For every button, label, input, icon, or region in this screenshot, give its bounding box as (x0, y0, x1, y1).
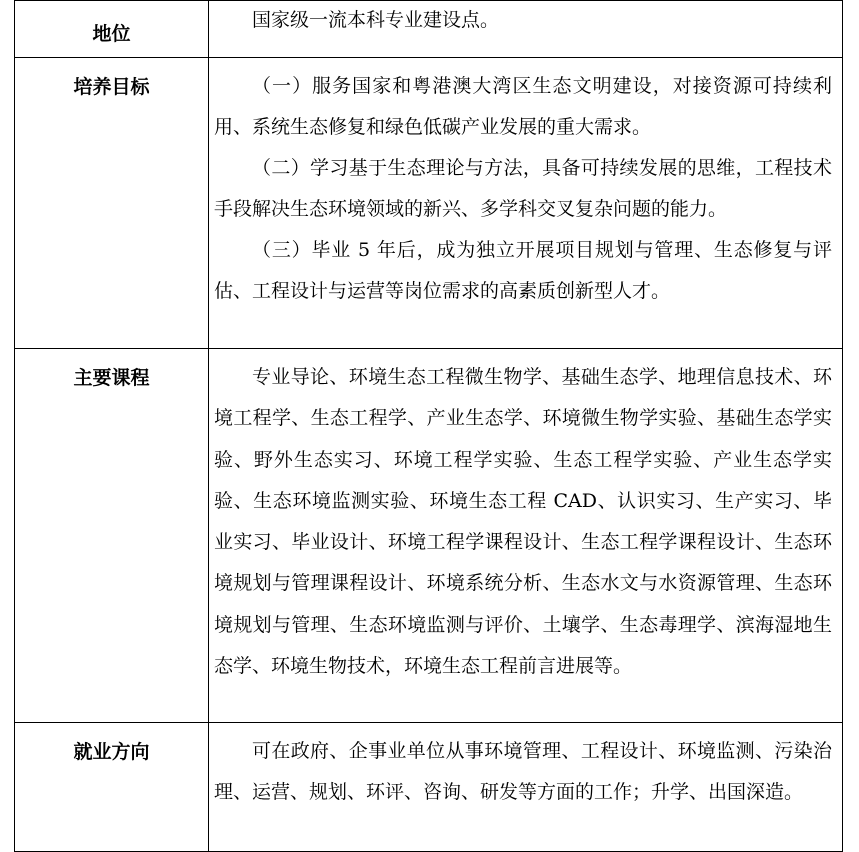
table-row-goals (15, 58, 843, 349)
row-label-goals: 培养目标 (73, 76, 150, 98)
row-label-position: 地位 (92, 23, 131, 45)
content-cell-goals (209, 58, 843, 349)
row-label-career: 就业方向 (73, 741, 150, 763)
content-cell-career (209, 723, 843, 852)
label-cell-position (15, 1, 209, 58)
row-label-courses: 主要课程 (73, 367, 150, 389)
courses-text: 专业导论、环境生态工程微生物学、基础生态学、地理信息技术、环境工程学、生态工程学、产业生态学、环境微生物学实验、基础生态学实验、野外生态实习、环境工程学实验、生态工程学实验、产业生态学实验、生态环境监测实验、环境生态工程 CAD、认识实习、生产实习、毕业实习、毕业设计、环境工程学课程设计、生态工程学课程设计、生态环境规划与管理课程设计、环境系统分析、生态水文与水资源管理、生态环境规划与管理、生态环境监测与评价、土壤学、生态毒理学、滨海湿地生态学、环境生物技术，环境生态工程前言进展等。 (214, 366, 832, 678)
goal-paragraph-2: （二）学习基于生态理论与方法，具备可持续发展的思维，工程技术手段解决生态环境领域的新兴、多学科交叉复杂问题的能力。 (214, 157, 832, 220)
table-row-career (15, 723, 843, 852)
table-row-position (15, 1, 843, 58)
content-cell-courses (209, 349, 843, 723)
label-cell-courses (15, 349, 209, 723)
goal-paragraph-1: （一）服务国家和粤港澳大湾区生态文明建设，对接资源可持续利用、系统生态修复和绿色低碳产业发展的重大需求。 (214, 75, 832, 138)
label-cell-goals (15, 58, 209, 349)
position-text: 国家级一流本科专业建设点。 (252, 9, 500, 31)
content-cell-position (209, 1, 843, 58)
goal-paragraph-3: （三）毕业 5 年后，成为独立开展项目规划与管理、生态修复与评估、工程设计与运营等岗位需求的高素质创新型人才。 (214, 239, 832, 302)
label-cell-career (15, 723, 209, 852)
career-text: 可在政府、企事业单位从事环境管理、工程设计、环境监测、污染治理、运营、规划、环评、咨询、研发等方面的工作；升学、出国深造。 (214, 740, 832, 803)
table-row-courses (15, 349, 843, 723)
program-info-table (14, 0, 843, 852)
